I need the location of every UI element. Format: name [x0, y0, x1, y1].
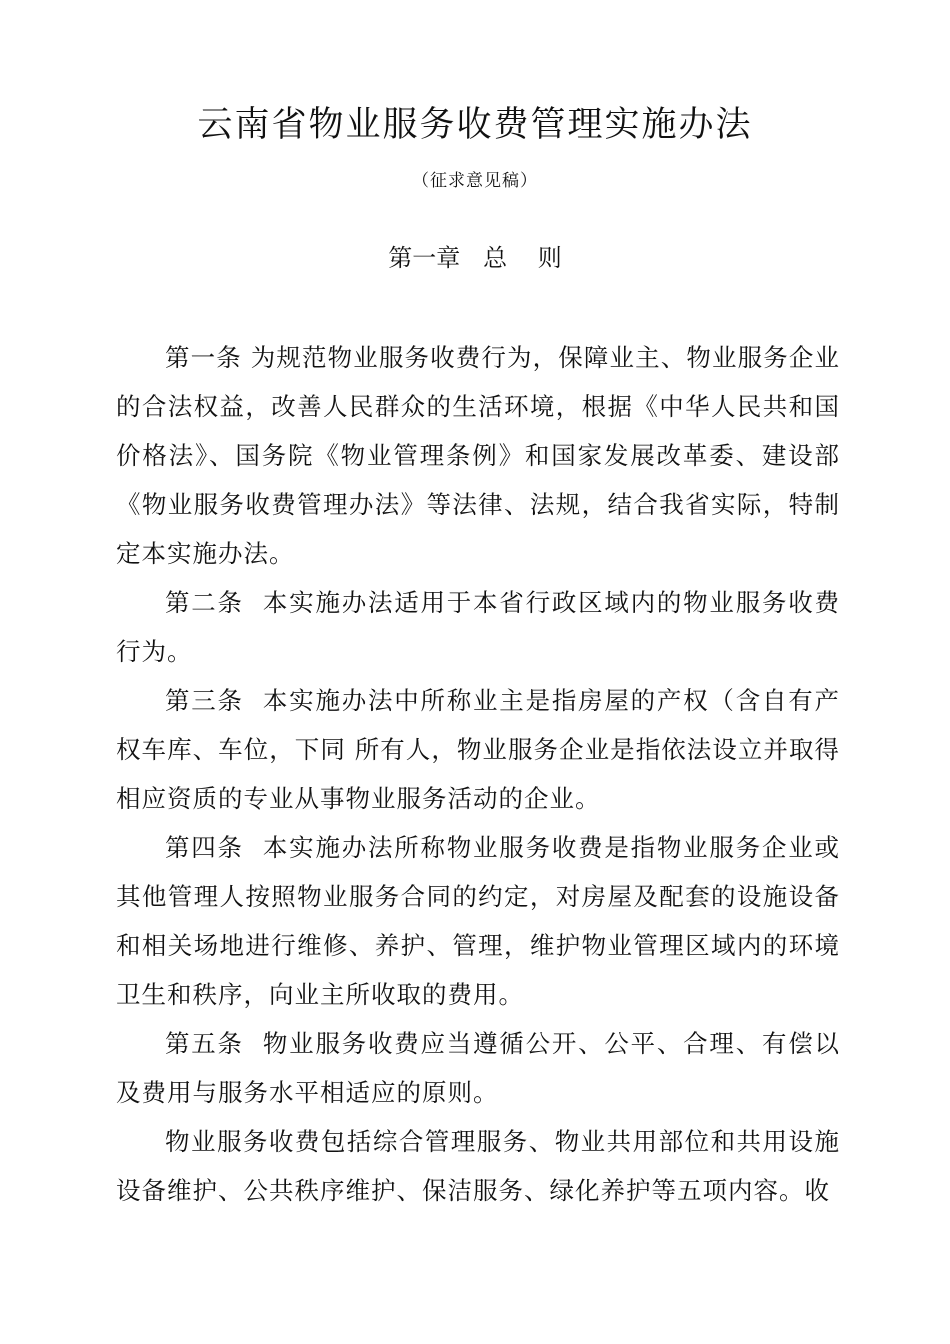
document-title: 云南省物业服务收费管理实施办法	[197, 105, 753, 145]
document-body	[116, 333, 840, 1215]
paragraph-article-2: 第二条 本实施办法适用于本省行政区域内的物业服务收费行为。	[116, 588, 840, 666]
paragraph-article-1: 第一条 为规范物业服务收费行为，保障业主、物业服务企业的合法权益，改善人民群众的生活环境，根据《中华人民共和国价格法》、国务院《物业管理条例》和国家发展改革委、建设部《物业服务收费管理办法》等法律、法规，结合我省实际，特制定本实施办法。	[116, 343, 840, 568]
chapter-heading: 第一章 总 则	[388, 244, 562, 272]
paragraph-article-3: 第三条 本实施办法中所称业主是指房屋的产权（含自有产权车库、车位，下同 所有人，物业服务企业是指依法设立并取得相应资质的专业从事物业服务活动的企业。	[116, 686, 840, 813]
document-subtitle: （征求意见稿）	[412, 171, 538, 191]
paragraph-article-5: 第五条 物业服务收费应当遵循公开、公平、合理、有偿以及费用与服务水平相适应的原则。	[116, 1029, 840, 1107]
paragraph-fee-contents: 物业服务收费包括综合管理服务、物业共用部位和共用设施设备维护、公共秩序维护、保洁服务、绿化养护等五项内容。收	[116, 1127, 840, 1205]
paragraph-article-4: 第四条 本实施办法所称物业服务收费是指物业服务企业或其他管理人按照物业服务合同的约定，对房屋及配套的设施设备和相关场地进行维修、养护、管理，维护物业管理区域内的环境卫生和秩序，向业主所收取的费用。	[116, 833, 840, 1009]
